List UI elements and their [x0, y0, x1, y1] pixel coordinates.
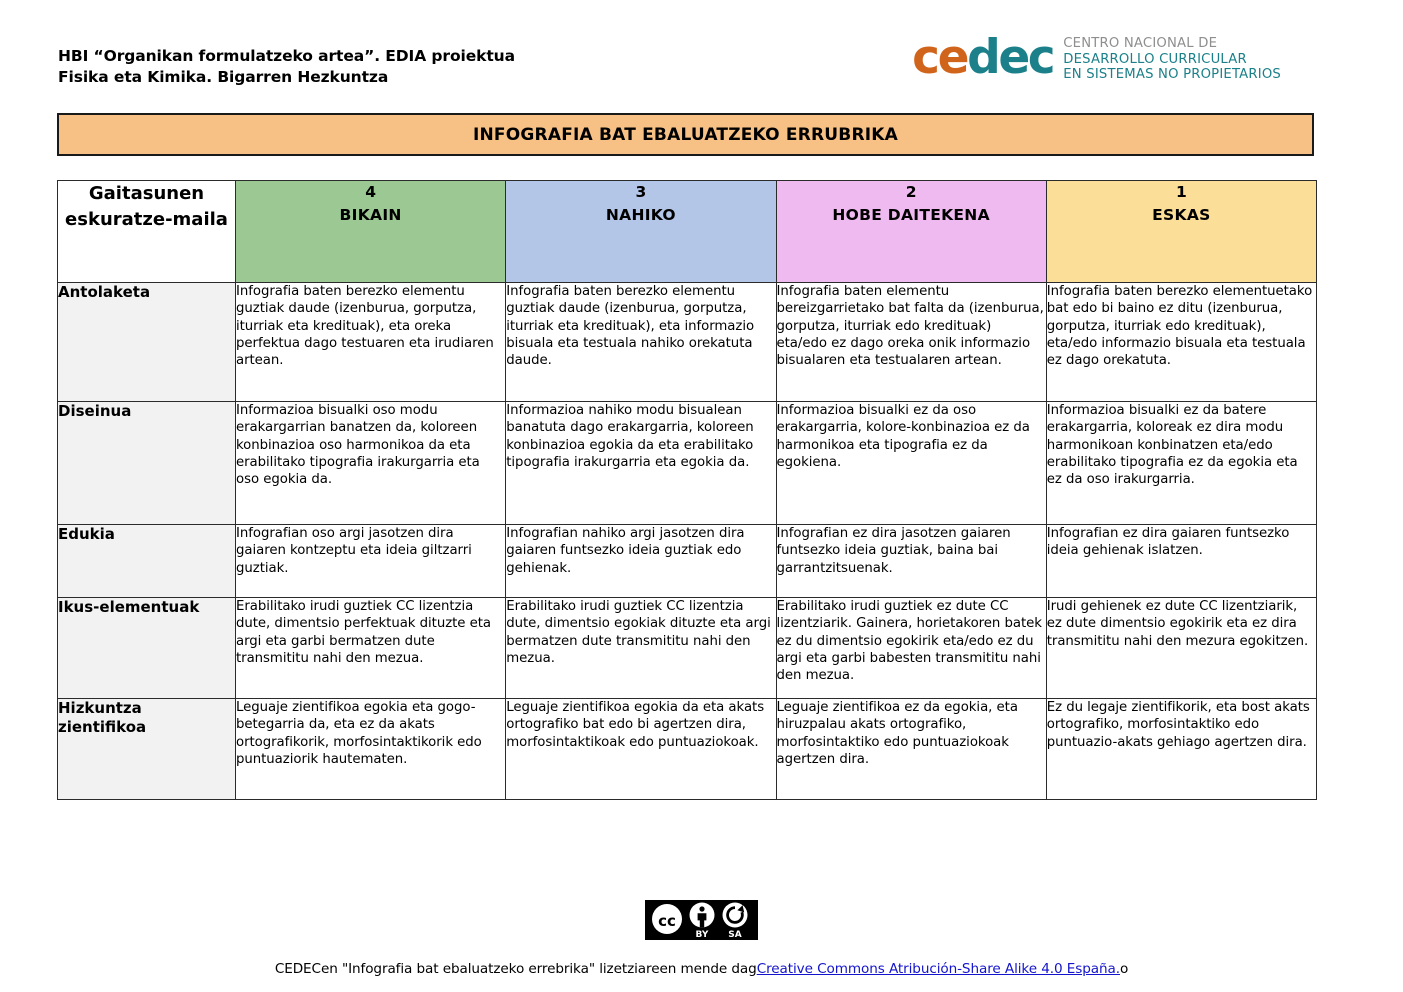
cell-antolaketa-3: Infografia baten berezko elementu guztiak daude (izenburua, gorputza, iturriak eta kredituak), eta informazio bisuala eta testuala nahiko orekatuta daude. [506, 283, 776, 402]
cell-edukia-2: Infografian ez dira jasotzen gaiaren funtsezko ideia guztiak, baina bai garrantzitsuenak. [776, 525, 1046, 598]
rubric-table [57, 180, 1317, 800]
cedec-logo [912, 30, 1281, 86]
level-header-4 [236, 181, 506, 283]
page-header [0, 0, 1403, 100]
cell-hizkuntza-3: Leguaje zientifikoa egokia da eta akats ortografiko bat edo bi agertzen dira, morfosintaktikoak edo puntuaziokoak. [506, 699, 776, 800]
page-footer [0, 900, 1403, 977]
cell-diseinua-1: Informazioa bisualki ez da batere erakargarria, koloreak ez dira modu harmonikoan konbinatzen eta/edo erabilitako tipografia ez da egokia eta ez da oso irakurgarria. [1046, 402, 1316, 525]
cedec-tagline [1063, 33, 1281, 83]
cell-antolaketa-1: Infografia baten berezko elementuetako bat edo bi baino ez ditu (izenburua, gorputza, iturriak edo kredituak), eta/edo informazio bisuala eta testuala ez dago orekatuta. [1046, 283, 1316, 402]
criterion-antolaketa: Antolaketa [58, 283, 236, 402]
license-text-before: CEDECen "Infografia bat ebaluatzeko errebrika" lizetziareen mende dag [274, 961, 757, 977]
creative-commons-badge-icon [645, 900, 758, 940]
document-title-line1: HBI “Organikan formulatzeko artea”. EDIA proiektua [58, 47, 515, 65]
table-header-row [58, 181, 1317, 283]
level-number-1: 1 [1175, 183, 1187, 201]
cell-antolaketa-2: Infografia baten elementu bereizgarrietako bat falta da (izenburua, gorputza, iturriak edo kredituak) eta/edo ez dago oreka onik informazio bisualaren eta testualaren artean. [776, 283, 1046, 402]
cell-ikus-elementuak-1: Irudi gehienek ez dute CC lizentziarik, ez dute dimentsio egokirik eta ez dira transmititu nahi den mezura egokitzen. [1046, 598, 1316, 699]
table-row [58, 402, 1317, 525]
document-title-line2: Fisika eta Kimika. Bigarren Hezkuntza [58, 67, 389, 86]
level-header-2 [776, 181, 1046, 283]
table-row [58, 283, 1317, 402]
cell-ikus-elementuak-3: Erabilitako irudi guztiek CC lizentzia dute, dimentsio egokiak dituzte eta argi bermatzen dute transmititu nahi den mezua. [506, 598, 776, 699]
cell-hizkuntza-2: Leguaje zientifikoa ez da egokia, eta hiruzpalau akats ortografiko, morfosintaktiko edo puntuaziokoak agertzen dira. [776, 699, 1046, 800]
cell-diseinua-4: Informazioa bisualki oso modu erakargarrian banatzen da, koloreen konbinazioa oso harmonikoa da eta erabilitako tipografia irakurgarria eta oso egokia da. [236, 402, 506, 525]
document-title [58, 46, 515, 87]
criterion-ikus-elementuak: Ikus-elementuak [58, 598, 236, 699]
badge-label-sa: SA [728, 930, 742, 940]
cedec-wordmark [912, 30, 1054, 86]
level-number-3: 3 [635, 183, 647, 201]
table-row [58, 525, 1317, 598]
cell-antolaketa-4: Infografia baten berezko elementu guztiak daude (izenburua, gorputza, iturriak eta kredituak), eta oreka perfektua dago testuaren eta irudiaren artean. [236, 283, 506, 402]
cell-edukia-4: Infografian oso argi jasotzen dira gaiaren kontzeptu eta ideia giltzarri guztiak. [236, 525, 506, 598]
level-name-2: HOBE DAITEKENA [832, 206, 990, 225]
level-header-1 [1046, 181, 1316, 283]
rubric-title-banner [57, 113, 1314, 156]
license-text [0, 961, 1403, 977]
svg-text:cc: cc [658, 912, 676, 930]
cedec-tagline-line2: DESARROLLO CURRICULAR [1063, 51, 1247, 67]
cell-ikus-elementuak-4: Erabilitako irudi guztiek CC lizentzia dute, dimentsio perfektuak dituzte eta argi eta garbi bermatzen dute transmititu nahi den mezua. [236, 598, 506, 699]
cell-edukia-3: Infografian nahiko argi jasotzen dira gaiaren funtsezko ideia guztiak edo gehienak. [506, 525, 776, 598]
cedec-tagline-line1: CENTRO NACIONAL DE [1063, 36, 1218, 51]
criterion-hizkuntza-zientifikoa: Hizkuntza zientifikoa [58, 699, 236, 800]
cell-edukia-1: Infografian ez dira gaiaren funtsezko ideia gehienak islatzen. [1046, 525, 1316, 598]
level-number-4: 4 [365, 183, 377, 201]
rubric-title: INFOGRAFIA BAT EBALUATZEKO ERRUBRIKA [472, 124, 899, 145]
license-text-after: o [1119, 961, 1129, 977]
cedec-wordmark-orange: ce [912, 30, 968, 86]
level-name-1: ESKAS [1152, 206, 1211, 225]
cell-diseinua-3: Informazioa nahiko modu bisualean banatuta dago erakargarria, koloreen konbinazioa egokia da eta erabilitako tipografia irakurgarria eta egokia da. [506, 402, 776, 525]
cell-hizkuntza-4: Leguaje zientifikoa egokia eta gogo-betegarria da, eta ez da akats ortografikorik, morfosintaktikorik edo puntuaziorik hautematen. [236, 699, 506, 800]
cedec-wordmark-teal: dec [967, 30, 1054, 86]
cedec-tagline-line3: EN SISTEMAS NO PROPIETARIOS [1063, 67, 1281, 83]
cell-hizkuntza-1: Ez du legaje zientifikorik, eta bost akats ortografiko, morfosintaktiko edo puntuazio-akats gehiago agertzen dira. [1046, 699, 1316, 800]
criterion-diseinua: Diseinua [58, 402, 236, 525]
level-header-3 [506, 181, 776, 283]
criterion-edukia: Edukia [58, 525, 236, 598]
cell-diseinua-2: Informazioa bisualki ez da oso erakargarria, kolore-konbinazioa ez da harmonikoa eta tipografia ez da egokiena. [776, 402, 1046, 525]
table-row [58, 699, 1317, 800]
cell-ikus-elementuak-2: Erabilitako irudi guztiek ez dute CC lizentziarik. Gainera, horietakoren batek ez du dimentsio egokirik eta/edo ez du argi eta garbi babesten transmititu nahi den mezua. [776, 598, 1046, 699]
level-name-3: NAHIKO [605, 206, 676, 225]
corner-header: Gaitasunen eskuratze-maila [58, 181, 236, 283]
level-number-2: 2 [905, 183, 917, 201]
badge-label-by: BY [695, 930, 709, 940]
license-link[interactable]: Creative Commons Atribución-Share Alike 4.0 España. [756, 961, 1120, 977]
level-name-4: BIKAIN [339, 206, 402, 225]
table-row [58, 598, 1317, 699]
